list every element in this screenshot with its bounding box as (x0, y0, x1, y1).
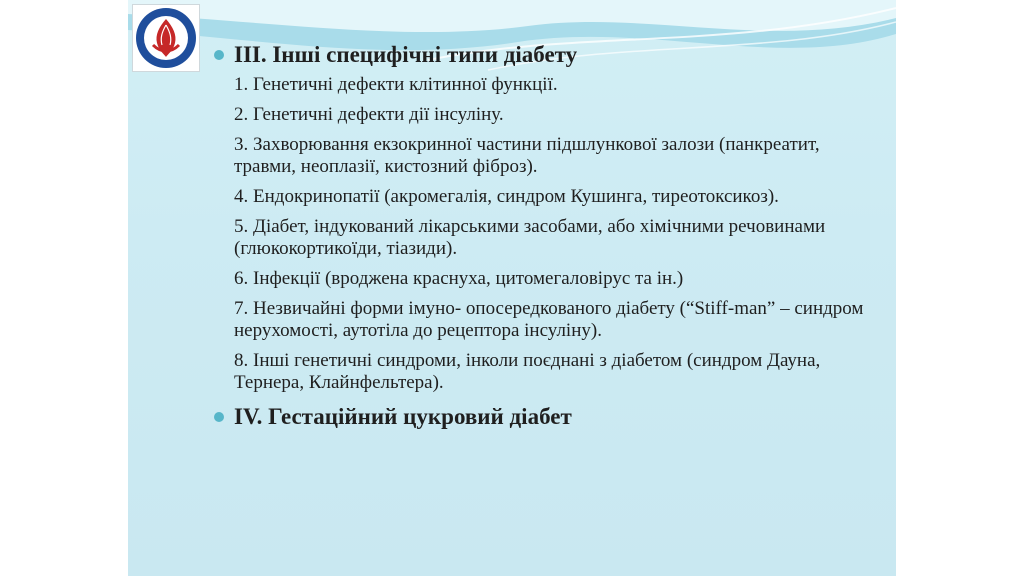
list-item: 1. Генетичні дефекти клітинної функції. (234, 74, 558, 95)
institute-logo (132, 4, 200, 72)
section-heading (214, 402, 884, 432)
section-heading-text: IV. Гестаційний цукровий діабет (234, 404, 572, 429)
list-item: 2. Генетичні дефекти дії інсуліну. (234, 104, 504, 125)
bullet-icon (214, 50, 224, 60)
type-list (214, 74, 884, 394)
section-heading-text: ІІІ. Інші специфічні типи діабету (234, 42, 578, 67)
list-item: 6. Інфекції (вроджена краснуха, цитомегаловірус та ін.) (234, 268, 684, 289)
slide (128, 0, 896, 576)
institute-emblem-icon (133, 5, 199, 71)
list-item: 5. Діабет, індукований лікарськими засобами, або хімічними речовинами (глюкокортикоїди, тіазиди). (234, 216, 826, 259)
bullet-icon (214, 412, 224, 422)
list-item: 4. Ендокринопатії (акромегалія, синдром Кушинга, тиреотоксикоз). (234, 186, 779, 207)
slide-content (214, 40, 884, 432)
section-heading (214, 40, 884, 70)
list-item: 3. Захворювання екзокринної частини підшлункової залози (панкреатит, травми, неоплазії, кистозний фіброз). (234, 134, 820, 177)
list-item: 8. Інші генетичні синдроми, інколи поєднані з діабетом (синдром Дауна, Тернера, Клайнфельтера). (234, 350, 821, 393)
list-item: 7. Незвичайні форми імуно- опосередкованого діабету (“Stiff-man” – синдром нерухомості, аутотіла до рецептора інсуліну). (234, 298, 864, 341)
